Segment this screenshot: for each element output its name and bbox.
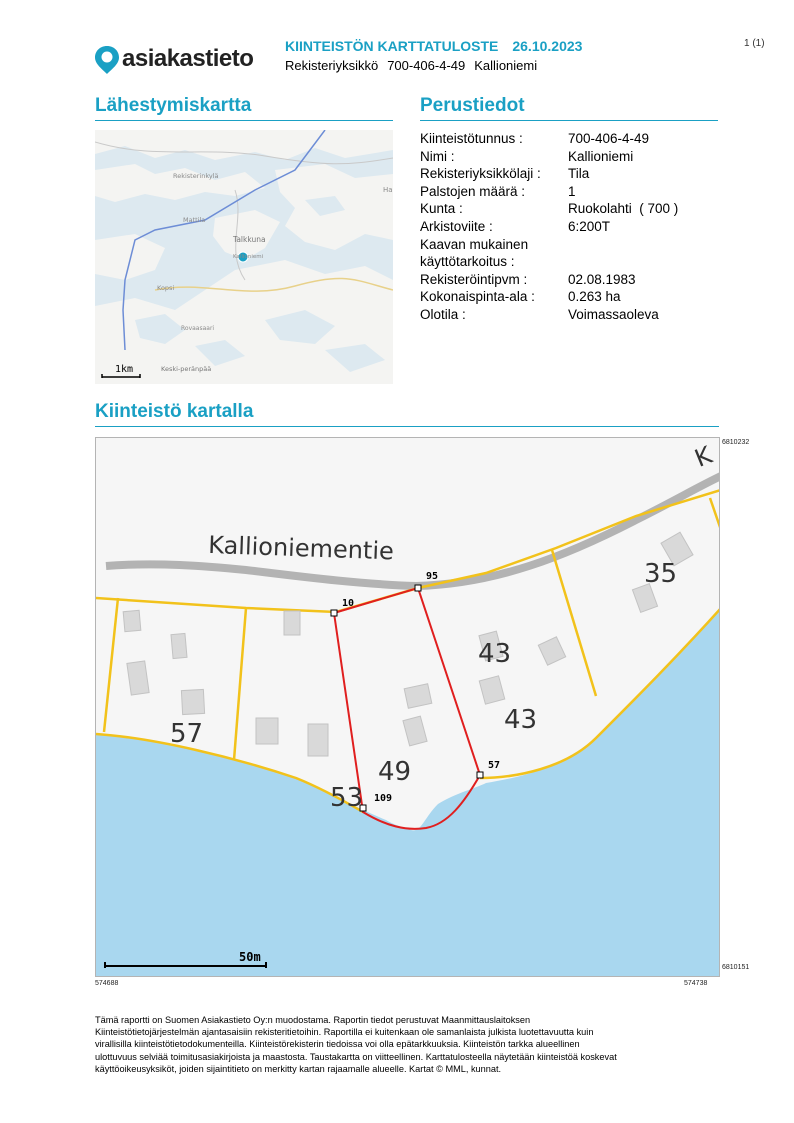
disclaimer-line: Kiinteistötietojärjestelmän ajantasaisiin rekisteritietoihin. Raportilla ei kuitenkaan ole samanlaista julkista luotettavuutta kuin <box>95 1027 594 1038</box>
info-row <box>420 288 678 306</box>
info-value: Tila <box>568 166 590 182</box>
coord-top-right: 6810232 <box>722 439 750 446</box>
location-pin-icon <box>94 45 120 75</box>
info-label: Kaavan mukainen <box>420 236 529 252</box>
info-label: Rekisteröintipvm : <box>420 271 528 287</box>
info-row <box>420 271 678 289</box>
coord-bottom-right: 6810151 <box>722 964 750 971</box>
report-subtitle <box>285 58 546 73</box>
info-label: Nimi : <box>420 148 455 164</box>
info-label: Kunta : <box>420 201 463 217</box>
basic-info-rule <box>420 120 718 121</box>
point-label: 10 <box>342 598 355 609</box>
info-row <box>420 200 678 218</box>
approach-map-rule <box>95 120 393 121</box>
disclaimer-line: ulottuvuus selviää toimitusasiakirjoista ja maastosta. Taustakartta on viitteellinen. Karttatulosteella näytetään kiinteistöä koskevat <box>95 1051 617 1062</box>
disclaimer-line: virallisilla kiinteistötietodokumenteilla. Kiinteistörekisterin tiedoissa voi olla epätarkkuuksia. Kiinteistön tarkka alueellinen <box>95 1039 580 1050</box>
report-title-text: KIINTEISTÖN KARTTATULOSTE <box>285 38 499 54</box>
basic-info-title: Perustiedot <box>420 95 525 116</box>
subtitle-property-name: Kallioniemi <box>474 58 538 73</box>
info-value: 6:200T <box>568 218 611 234</box>
approach-map-graphic <box>95 130 393 384</box>
boundary-point <box>415 585 421 591</box>
info-label: käyttötarkoitus : <box>420 254 515 270</box>
info-value: 0.263 ha <box>568 289 621 305</box>
info-value: 700-406-4-49 <box>568 131 650 146</box>
info-value: 02.08.1983 <box>568 271 636 287</box>
point-label: 95 <box>426 571 439 582</box>
approach-map <box>95 130 393 384</box>
info-row <box>420 183 678 201</box>
coord-bottom-left: 574688 <box>95 980 119 987</box>
report-title <box>285 38 596 54</box>
subtitle-label: Rekisteriyksikkö <box>285 58 379 73</box>
place-label: Talkkuna <box>233 235 266 244</box>
parcel-number: 43 <box>504 705 538 735</box>
disclaimer <box>95 1014 705 1075</box>
place-label: Rekisterinkylä <box>173 172 219 180</box>
info-label: Palstojen määrä : <box>420 183 526 199</box>
report-date: 26.10.2023 <box>512 38 583 54</box>
parcel-number: 53 <box>330 783 364 813</box>
info-label: Kokonaispinta-ala : <box>420 289 535 305</box>
property-map-rule <box>95 426 719 427</box>
parcel-number: 35 <box>644 559 678 589</box>
asiakastieto-logo <box>94 44 274 74</box>
place-label: Ha <box>383 186 393 194</box>
info-row <box>420 236 678 254</box>
point-label: 57 <box>488 760 501 771</box>
info-row <box>420 148 678 166</box>
basic-info-table <box>420 130 678 324</box>
info-label: Olotila : <box>420 306 466 322</box>
disclaimer-line: käyttöoikeusyksiköt, joiden sijaintitieto on merkitty kartan rajaamalle alueelle. Kartat © MML, kunnat. <box>95 1063 502 1074</box>
page-number: 1 (1) <box>744 38 765 49</box>
info-row <box>420 165 678 183</box>
info-value: 1 <box>568 183 576 199</box>
approach-map-title: Lähestymiskartta <box>95 95 252 116</box>
info-value: Voimassaoleva <box>568 306 659 322</box>
place-label: Keski-peränpää <box>161 365 212 373</box>
subtitle-property-id: 700-406-4-49 <box>387 58 466 73</box>
logo-text: asiakastieto <box>122 45 254 72</box>
boundary-point <box>477 772 483 778</box>
approach-map-scale-label: 1km <box>115 364 134 375</box>
boundary-point <box>331 610 337 616</box>
parcel-number: 57 <box>170 719 204 749</box>
place-label: Mattila <box>183 216 206 224</box>
parcel-number: 49 <box>378 757 412 787</box>
place-label: Kopsi <box>157 284 175 292</box>
info-value: Kallioniemi <box>568 148 634 164</box>
info-label: Arkistoviite : <box>420 218 493 234</box>
place-label: Kallioniemi <box>233 254 264 260</box>
info-row <box>420 218 678 236</box>
coord-bottom-mid: 574738 <box>684 980 708 987</box>
property-map <box>95 437 720 977</box>
property-map-scale-label: 50m <box>239 950 261 964</box>
property-map-graphic <box>96 438 720 977</box>
info-label: Rekisteriyksikkölaji : <box>420 166 541 182</box>
info-label: Kiinteistötunnus : <box>420 131 523 146</box>
road-name-cut: K <box>690 441 716 473</box>
parcel-number: 43 <box>478 639 512 669</box>
disclaimer-line: Tämä raportti on Suomen Asiakastieto Oy:n muodostama. Raportin tiedot perustuvat Maanmittauslaitoksen <box>95 1015 531 1025</box>
place-label: Rovaasaari <box>181 325 215 332</box>
info-row <box>420 306 678 324</box>
info-row <box>420 253 678 271</box>
info-row <box>420 130 678 148</box>
point-label: 109 <box>374 793 393 804</box>
info-value: Ruokolahti ( 700 ) <box>568 201 679 217</box>
road-name: Kallioniementie <box>207 530 395 566</box>
property-map-title: Kiinteistö kartalla <box>95 401 254 422</box>
